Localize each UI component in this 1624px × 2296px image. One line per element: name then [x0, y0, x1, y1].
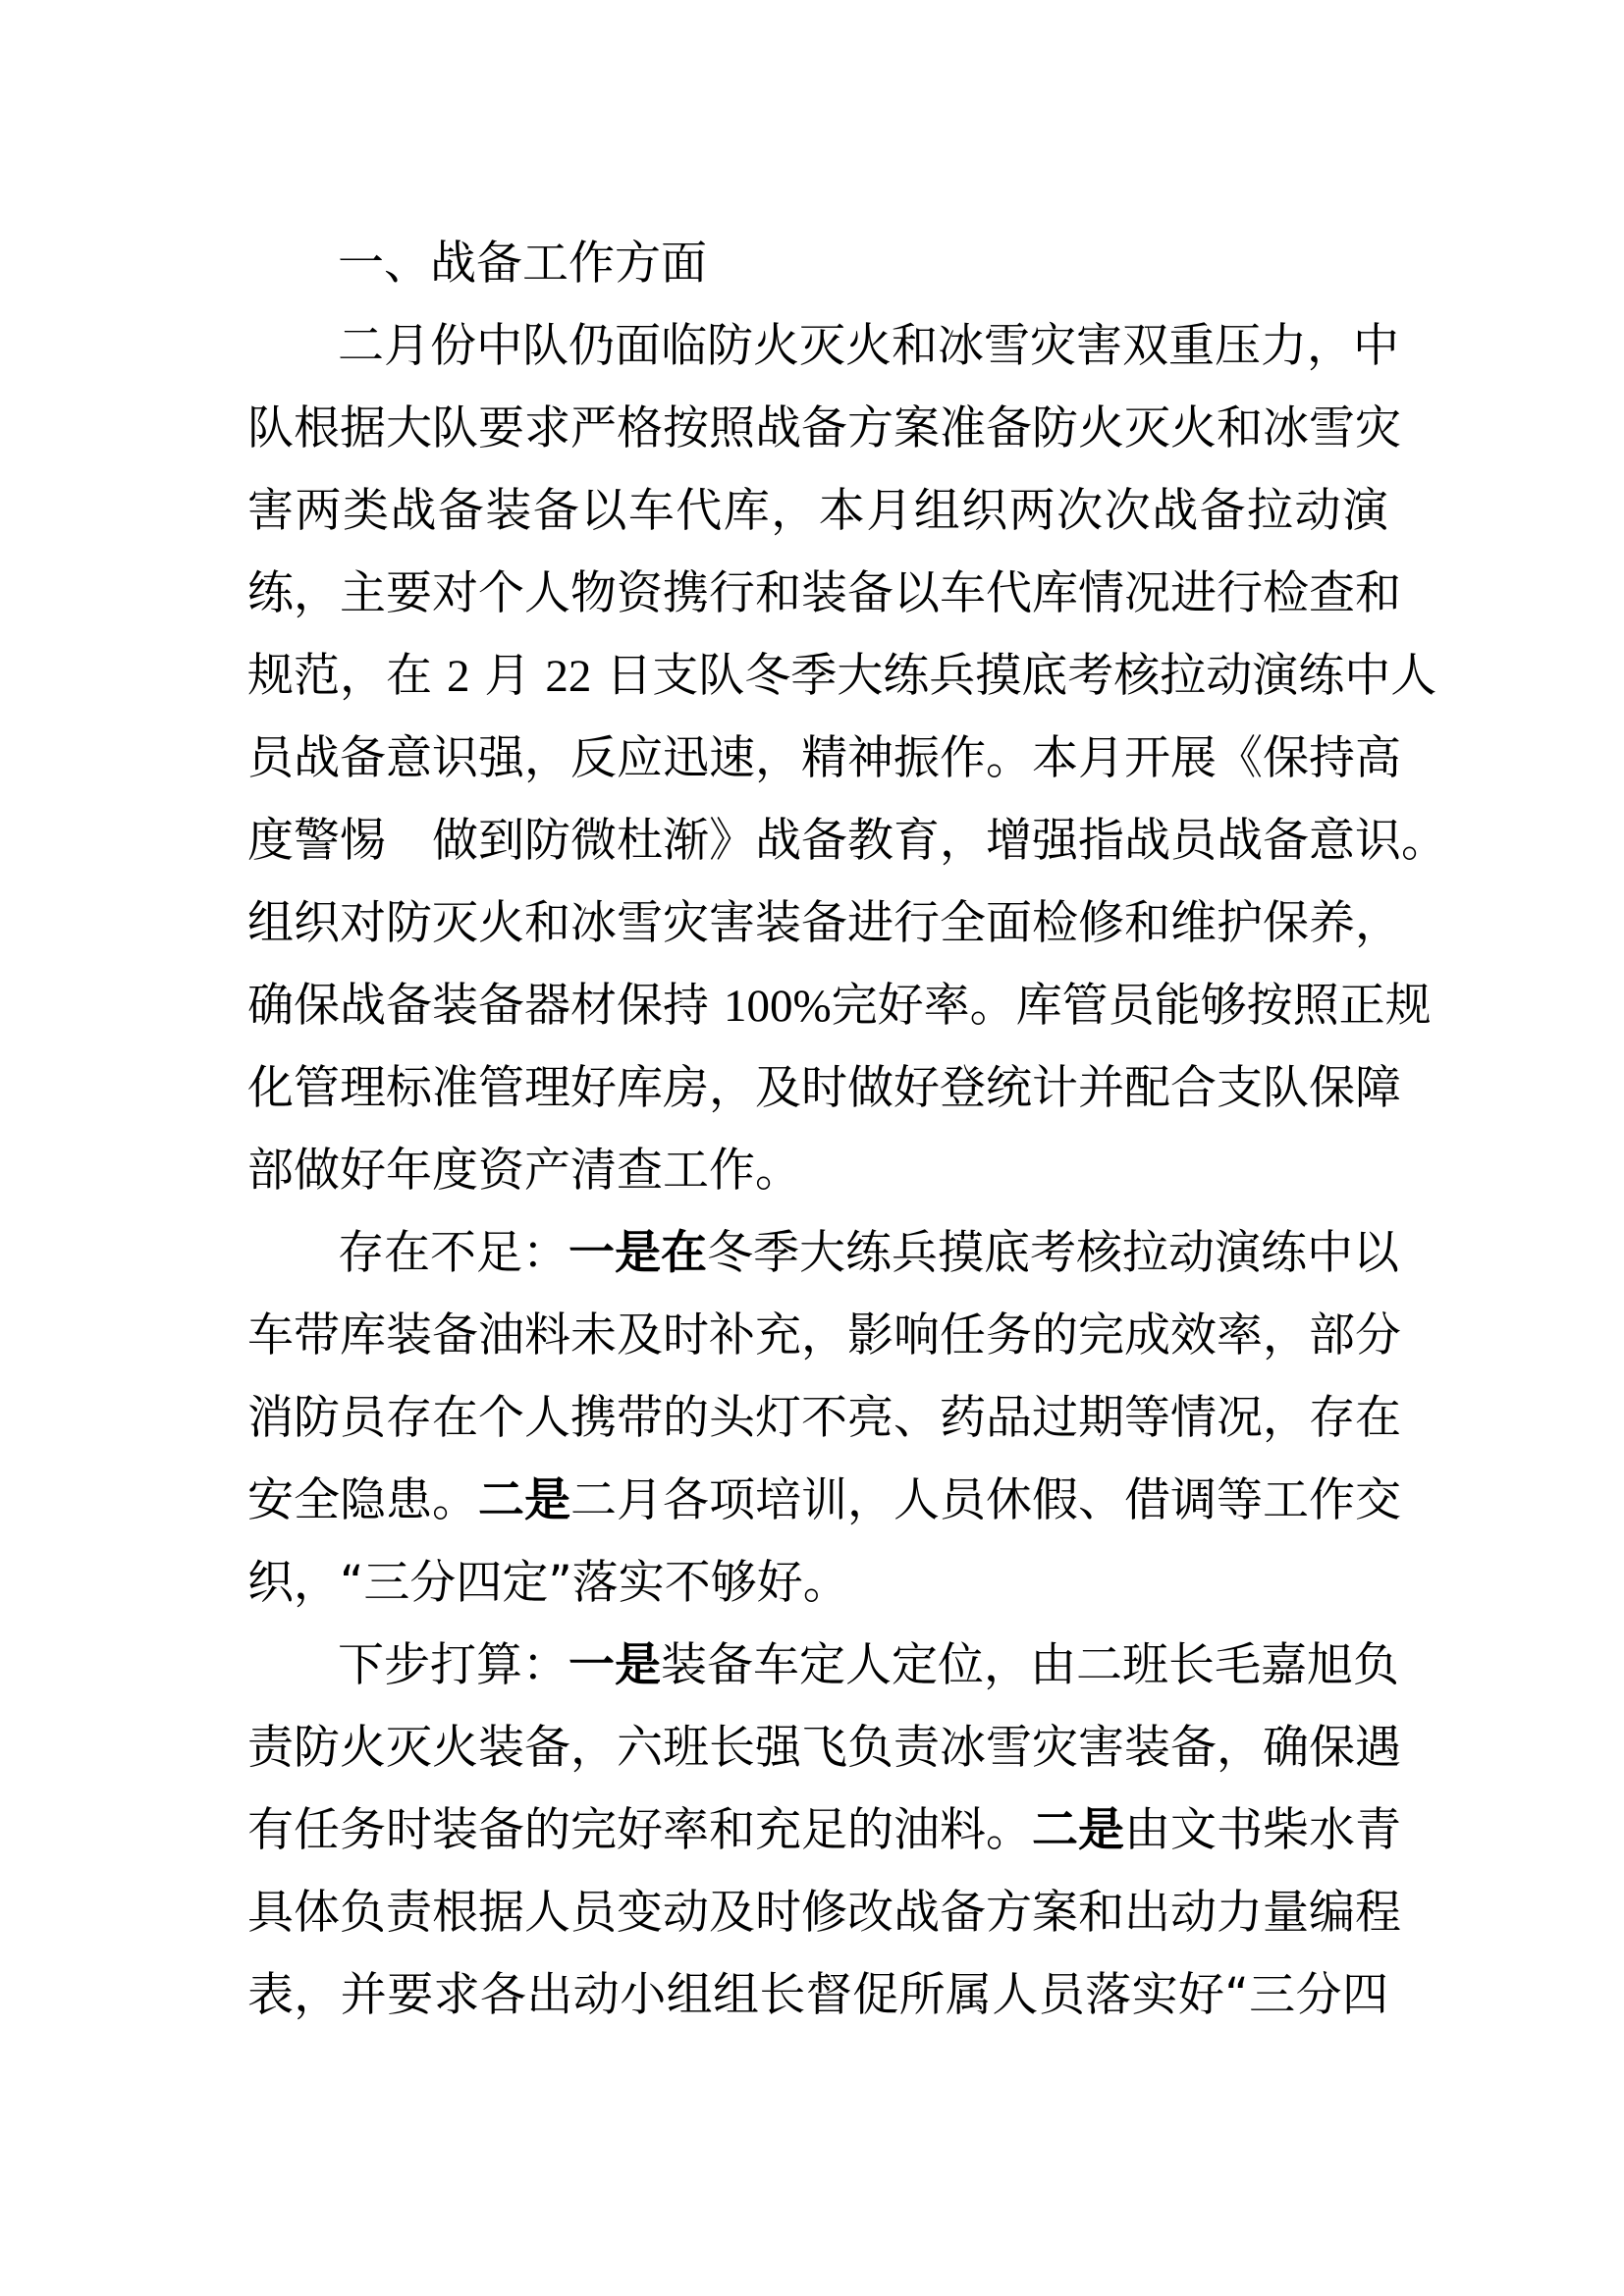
text-segment: 二月各项培训，人员休假、借调等工作交: [570, 1473, 1401, 1527]
text-segment: 车带库装备油料未及时补充，影响任务的完成效率，部分: [247, 1308, 1401, 1362]
text-segment: 练，主要对个人物资携行和装备以车代库情况进行检查和: [247, 566, 1401, 620]
text-segment: 下步打算：: [338, 1638, 568, 1692]
document-body: [247, 305, 1447, 2037]
text-line: [247, 1872, 1401, 1954]
text-line: [247, 1212, 1399, 1295]
text-segment: 完好率。库管员能够按照正规: [831, 979, 1432, 1033]
text-line: [247, 1954, 1388, 2037]
text-segment: 装备车定人定位，由二班长毛嘉旭负: [661, 1638, 1399, 1692]
text-line: [247, 718, 1401, 800]
text-line: [247, 1789, 1401, 1872]
text-segment: 规范，在: [247, 649, 447, 703]
paragraph-shortcomings: [247, 1212, 1401, 1625]
text-segment: 安全隐患。: [247, 1473, 478, 1527]
text-line: [247, 1047, 1401, 1130]
bold-text: 二是: [478, 1473, 570, 1527]
text-line: [247, 1130, 1388, 1212]
text-segment: 确保战备装备器材保持: [247, 979, 724, 1033]
text-segment: 日支队冬季大练兵摸底考核拉动演练中人: [591, 649, 1437, 703]
text-segment: 有任务时装备的完好率和充足的油料。: [247, 1803, 1032, 1857]
text-segment: 2: [446, 651, 470, 702]
text-segment: 100%: [723, 981, 832, 1032]
text-line: [247, 1707, 1401, 1789]
text-segment: 度警惕 做到防微杜渐》战备教育，增强指战员战备意识。: [247, 814, 1447, 868]
text-line: [247, 1542, 1388, 1625]
text-line: [247, 965, 1432, 1047]
text-line: [247, 882, 1401, 965]
text-line: [247, 1460, 1401, 1542]
text-segment: 冬季大练兵摸底考核拉动演练中以: [707, 1226, 1399, 1280]
text-segment: 织，“三分四定”落实不够好。: [247, 1556, 849, 1610]
text-segment: 化管理标准管理好库房，及时做好登统计并配合支队保障: [247, 1061, 1401, 1115]
bold-text: 一是在: [568, 1226, 707, 1280]
text-line: [247, 553, 1401, 635]
text-line: [247, 1625, 1399, 1707]
text-line: [247, 1295, 1401, 1377]
text-segment: 表，并要求各出动小组组长督促所属人员落实好“三分四: [247, 1968, 1388, 2022]
text-line: [247, 388, 1401, 470]
text-segment: 部做好年度资产清查工作。: [247, 1144, 801, 1198]
document-page: [247, 223, 1447, 2037]
bold-text: 一是: [568, 1638, 661, 1692]
text-segment: 具体负责根据人员变动及时修改战备方案和出动力量编程: [247, 1886, 1401, 1940]
text-segment: 由文书柴水青: [1124, 1803, 1401, 1857]
text-segment: 员战备意识强，反应迅速，精神振作。本月开展《保持高: [247, 731, 1401, 785]
text-line: [247, 800, 1447, 882]
text-line: [247, 635, 1437, 718]
text-segment: 存在不足：: [338, 1226, 568, 1280]
text-segment: 队根据大队要求严格按照战备方案准备防火灭火和冰雪灾: [247, 401, 1401, 455]
text-segment: 月: [469, 649, 546, 703]
text-segment: 责防火灭火装备，六班长强飞负责冰雪灾害装备，确保遇: [247, 1721, 1401, 1775]
text-segment: 害两类战备装备以车代库，本月组织两次次战备拉动演: [247, 484, 1388, 538]
text-line: [247, 305, 1399, 388]
text-segment: 组织对防灭火和冰雪灾害装备进行全面检修和维护保养，: [247, 896, 1401, 950]
section-heading: 一、战备工作方面: [338, 237, 707, 291]
text-segment: 消防员存在个人携带的头灯不亮、药品过期等情况，存在: [247, 1391, 1401, 1445]
text-line: [247, 470, 1388, 553]
paragraph-next-steps: [247, 1625, 1401, 2037]
text-segment: 二月份中队仍面临防火灭火和冰雪灾害双重压力，中: [338, 319, 1399, 373]
paragraph-readiness-work: [247, 305, 1447, 1212]
bold-text: 二是: [1032, 1803, 1124, 1857]
text-line: [247, 1377, 1401, 1460]
text-segment: 22: [545, 651, 592, 702]
